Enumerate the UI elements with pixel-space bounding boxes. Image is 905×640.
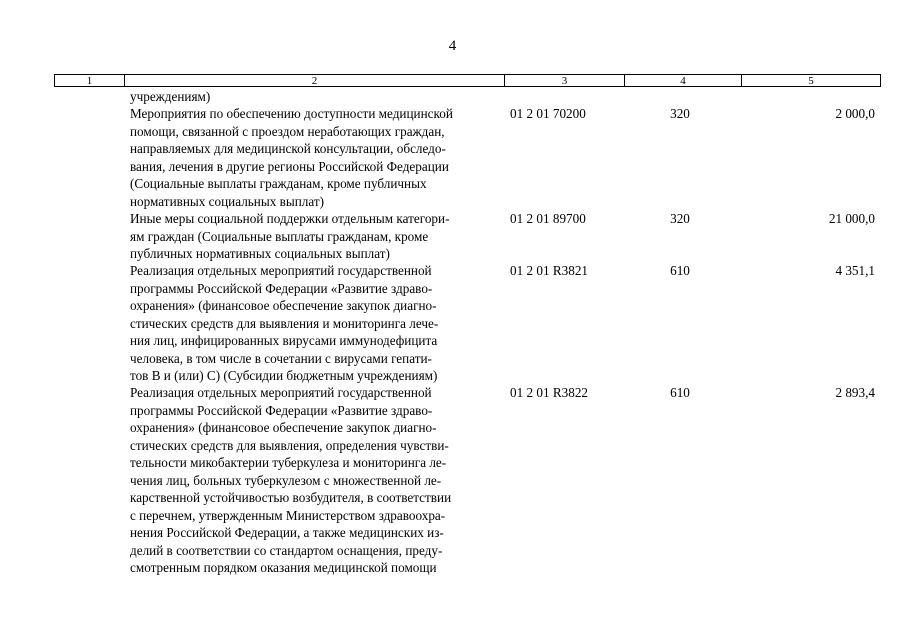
row-description [130, 262, 505, 385]
description-line: охранения» (финансовое обеспечение закупок диагно- [130, 298, 437, 313]
row-code: 01 2 01 89700 [510, 211, 586, 226]
description-line: Мероприятия по обеспечению доступности медицинской [130, 106, 453, 121]
description-line: делий в соответствии со стандартом оснащения, преду- [130, 542, 443, 558]
description-line: охранения» (финансовое обеспечение закупок диагно- [130, 420, 437, 435]
row-amount: 2 000,0 [835, 106, 875, 121]
description-line: Реализация отдельных мероприятий государственной [130, 263, 432, 278]
description-line: стических средств для выявления, определения чувстви- [130, 437, 449, 453]
description-line: тов В и (или) С) (Субсидии бюджетным учреждениям) [130, 368, 438, 383]
description-line: Иные меры социальной поддержки отдельным категори- [130, 211, 450, 226]
row-code: 01 2 01 70200 [510, 106, 586, 121]
continuation-line: учреждениям) [130, 89, 211, 104]
column-header-4: 4 [625, 75, 742, 87]
page-number: 4 [448, 38, 457, 54]
description-line: нения Российской Федерации, а также медицинских из- [130, 525, 444, 540]
column-header-3: 3 [505, 75, 625, 87]
description-line: с перечнем, утвержденным Министерством здравоохра- [130, 507, 446, 523]
row-code: 01 2 01 R3821 [510, 263, 589, 278]
row-type: 610 [670, 263, 690, 278]
description-line: чения лиц, больных туберкулезом с множественной ле- [130, 472, 442, 488]
description-line: направляемых для медицинской консультации, обследо- [130, 141, 446, 156]
description-line: помощи, связанной с проездом неработающих граждан, [130, 123, 445, 139]
column-header-row [55, 75, 881, 87]
description-line: нормативных социальных выплат) [130, 193, 324, 209]
column-header-2: 2 [125, 75, 505, 87]
row-amount: 21 000,0 [828, 211, 875, 226]
row-description [130, 210, 505, 263]
description-line: публичных нормативных социальных выплат) [130, 246, 390, 261]
row-type: 320 [670, 106, 690, 121]
row-code: 01 2 01 R3822 [510, 385, 589, 400]
row-type: 610 [670, 385, 690, 400]
description-line: ния лиц, инфицированных вирусами иммунодефицита [130, 333, 438, 348]
row-amount: 2 893,4 [835, 385, 875, 400]
row-amount: 4 351,1 [835, 263, 875, 278]
description-line: ям граждан (Социальные выплаты гражданам, кроме [130, 228, 429, 244]
description-line: карственной устойчивостью возбудителя, в соответствии [130, 490, 452, 505]
description-line: (Социальные выплаты гражданам, кроме публичных [130, 176, 427, 191]
column-header-5: 5 [742, 75, 881, 87]
column-header-1: 1 [55, 75, 125, 87]
column-header-table [54, 74, 881, 87]
row-description [130, 384, 505, 577]
description-line: программы Российской Федерации «Развитие здраво- [130, 402, 433, 418]
row-description [130, 105, 505, 210]
row-type: 320 [670, 211, 690, 226]
description-line: тельности микобактерии туберкулеза и мониторинга ле- [130, 455, 447, 470]
description-line: вания, лечения в другие регионы Российской Федерации [130, 158, 449, 174]
description-line: человека, в том числе в сочетании с вирусами гепати- [130, 350, 432, 366]
continuation-text [130, 88, 505, 106]
description-line: программы Российской Федерации «Развитие здраво- [130, 280, 433, 296]
description-line: Реализация отдельных мероприятий государственной [130, 385, 432, 400]
description-line: смотренным порядком оказания медицинской помощи [130, 560, 437, 575]
description-line: стических средств для выявления и мониторинга лече- [130, 315, 439, 331]
